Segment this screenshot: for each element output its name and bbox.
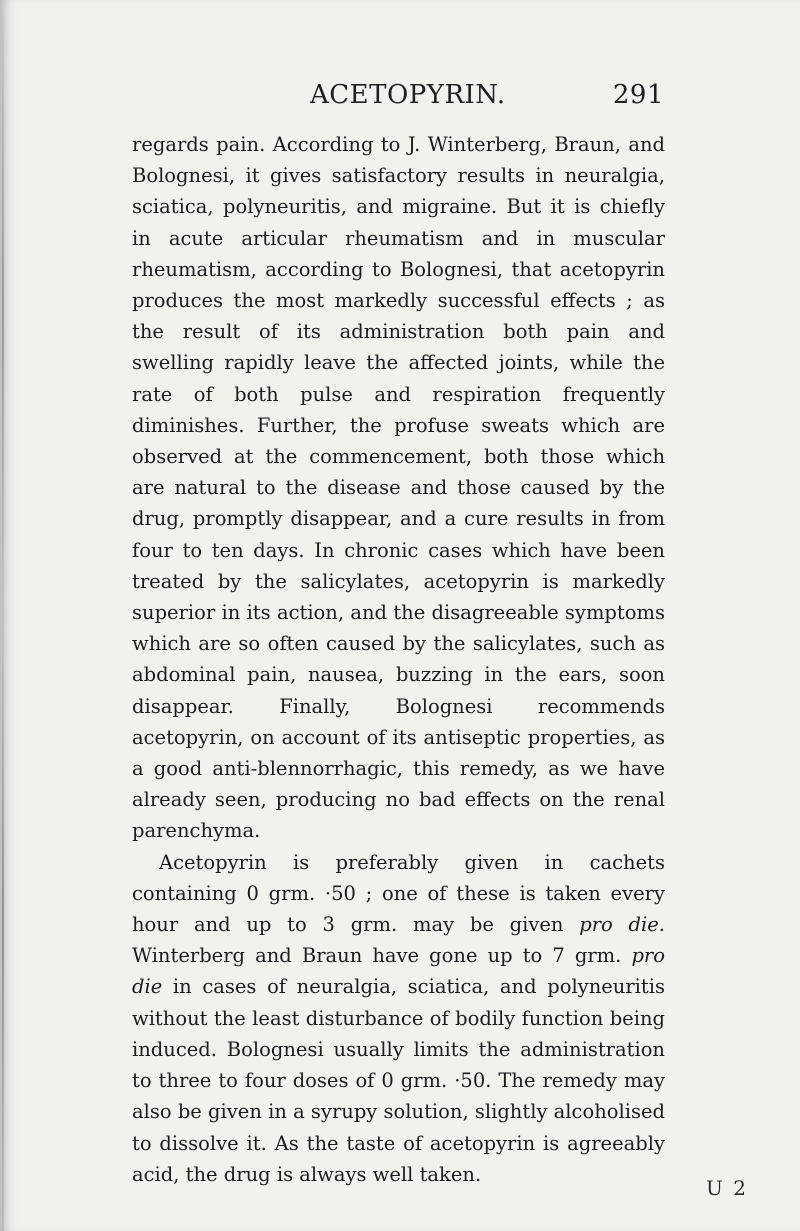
body-text bbox=[132, 129, 665, 1190]
paragraph-1: regards pain. According to J. Winterberg, Braun, and Bolognesi, it gives satisfactory results in neuralgia, sciatica, polyneuritis, and migraine. But it is chiefly in acute articular rheumatism and in muscular rheumatism, according to Bolognesi, that acetopyrin produces the most markedly successful effects ; as the result of its administration both pain and swelling rapidly leave the affected joints, while the rate of both pulse and respiration frequently diminishes. Further, the profuse sweats which are observed at the commencement, both those which are natural to the disease and those caused by the drug, promptly disappear, and a cure results in from four to ten days. In chronic cases which have been treated by the salicylates, acetopyrin is markedly superior in its action, and the disagreeable symptoms which are so often caused by the salicylates, such as abdominal pain, nausea, buzzing in the ears, soon disappear. Finally, Bolognesi recommends acetopyrin, on account of its antiseptic properties, as a good anti-blennorrhagic, this remedy, as we have already seen, producing no bad effects on the renal parenchyma. bbox=[132, 133, 665, 843]
page-number: 291 bbox=[612, 80, 664, 110]
paragraph-2-segment: Winterberg and Braun have gone up to 7 grm. bbox=[132, 944, 632, 968]
page-spine-shadow bbox=[2, 0, 4, 1231]
latin-phrase-pro-die: pro die. bbox=[579, 913, 666, 937]
running-head-title: ACETOPYRIN. bbox=[310, 80, 506, 110]
paragraph-2-segment: in cases of neuralgia, sciatica, and polyneuritis without the least disturbance of bodily function being induced. Bolognesi usually limits the administration to three to four doses of 0 grm. ·50. The remedy may also be given in a syrupy solution, slightly alcoholised to dissolve it. As the taste of acetopyrin is agreeably acid, the drug is always well taken. bbox=[132, 975, 665, 1186]
paragraph-2-segment: Acetopyrin is preferably given in cachets containing 0 grm. ·50 ; one of these is taken every hour and up to 3 grm. may be given bbox=[132, 850, 665, 937]
latin-phrase-pro-die: pro die bbox=[132, 944, 665, 999]
signature-mark: U 2 bbox=[706, 1176, 748, 1200]
paragraph-2 bbox=[132, 847, 665, 1190]
running-header bbox=[278, 80, 664, 118]
